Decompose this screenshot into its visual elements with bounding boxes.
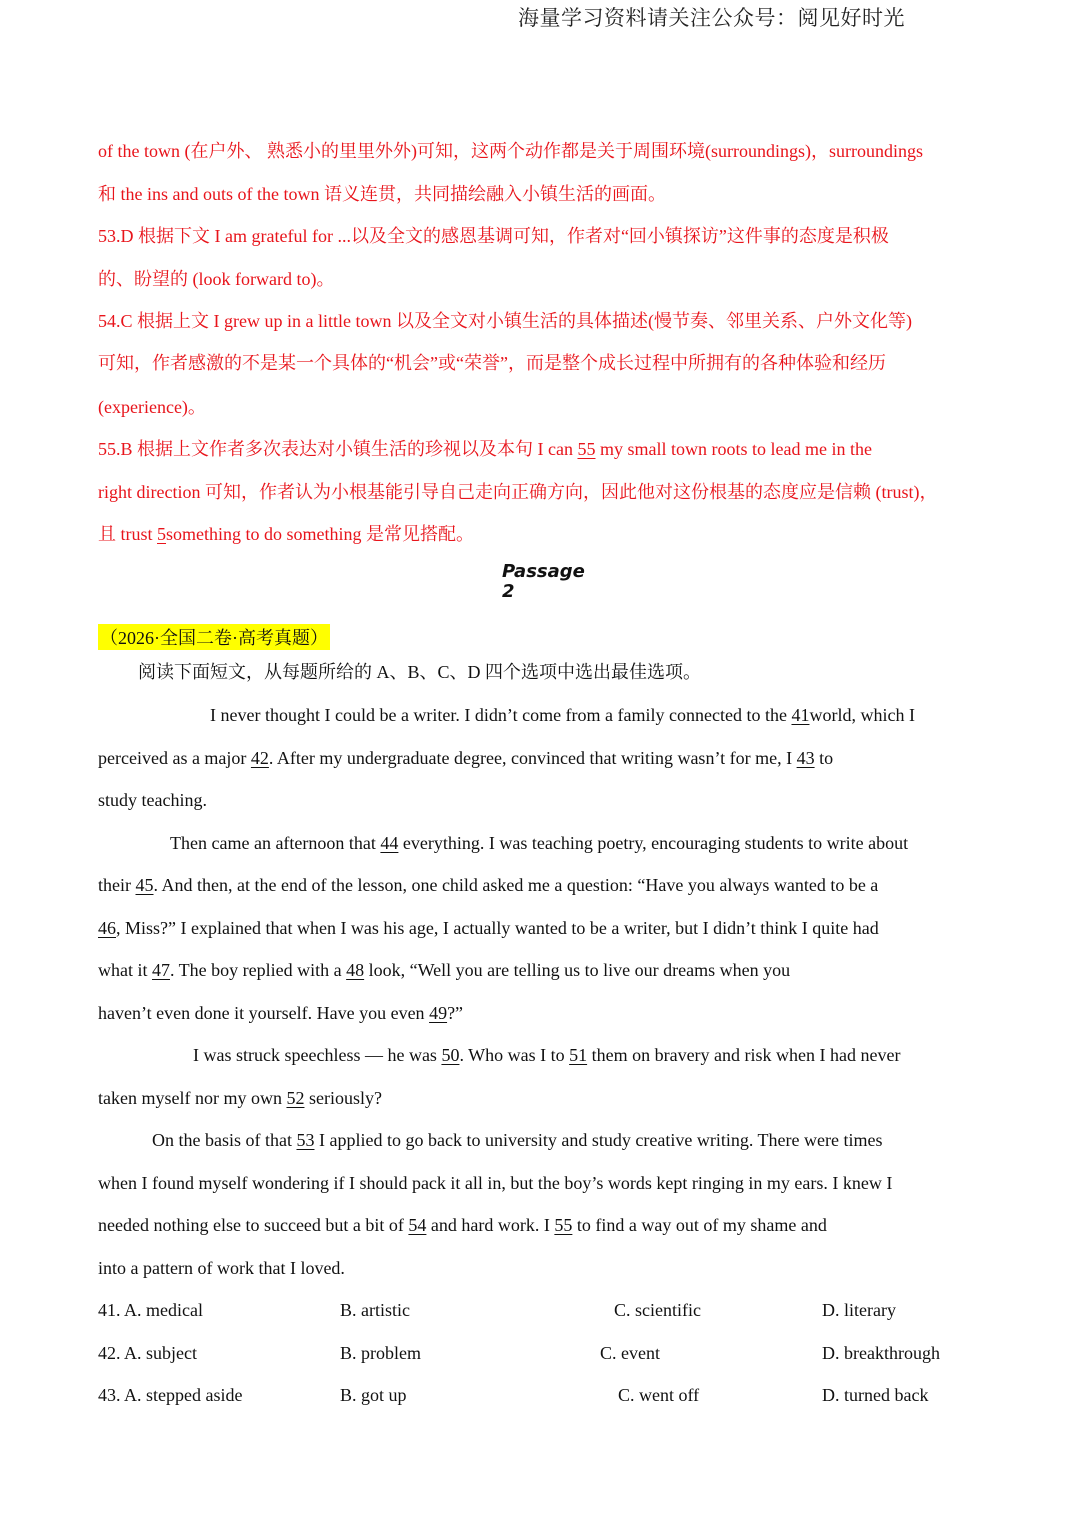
blank-number: 5 [157,524,167,544]
blank-47: 47 [152,960,170,980]
blank-54: 54 [408,1215,427,1235]
explanation-line: 55.B 根据上文作者多次表达对小镇生活的珍视以及本句 I can 55 my small town roots to lead me in the [98,439,872,459]
question-43-option-d: D. turned back [822,1385,929,1405]
blank-49: 49 [429,1003,448,1023]
passage-line: I was struck speechless — he was 50. Who was I to 51 them on bravery and risk when I had never [193,1045,901,1065]
explanation-line: 和 the ins and outs of the town 语义连贯，共同描绘融入小镇生活的画面。 [98,184,666,204]
question-42-option-b: B. problem [340,1343,421,1363]
passage-line: perceived as a major 42. After my undergraduate degree, convinced that writing wasn’t for me, I 43 to [98,748,834,768]
passage-line: into a pattern of work that I loved. [98,1258,345,1278]
blank-number: 55 [577,439,596,459]
blank-42: 42 [250,748,269,768]
question-42-option-c: C. event [600,1343,660,1363]
blank-48: 48 [346,960,365,980]
passage-line: 46, Miss?” I explained that when I was his age, I actually wanted to be a writer, but I didn’t think I quite had [98,918,879,938]
blank-44: 44 [380,833,399,853]
question-43-option-b: B. got up [340,1385,407,1405]
passage-line: haven’t even done it yourself. Have you even 49?” [98,1003,464,1023]
instruction: 阅读下面短文，从每题所给的 A、B、C、D 四个选项中选出最佳选项。 [138,662,702,682]
page-header-notice: 海量学习资料请关注公众号：阅见好时光 [518,6,905,30]
blank-41: 41 [791,705,810,725]
explanation-line: right direction 可知，作者认为小根基能引导自己走向正确方向，因此他对这份根基的态度应是信赖 (trust)， [98,482,938,502]
blank-43: 43 [796,748,815,768]
blank-51: 51 [569,1045,588,1065]
explanation-line: 54.C 根据上文 I grew up in a little town 以及全文对小镇生活的具体描述(慢节奏、邻里关系、户外文化等) [98,311,912,331]
passage-heading [502,561,585,602]
explanation-line: 的、盼望的 (look forward to)。 [98,269,335,289]
source-tag: （2026·全国二卷·高考真题） [98,624,330,650]
passage-line: taken myself nor my own 52 seriously? [98,1088,382,1108]
explanation-line: 且 trust 5something to do something 是常见搭配。 [98,524,475,544]
passage-line: when I found myself wondering if I should pack it all in, but the boy’s words kept ringing in my ears. I knew I [98,1173,893,1193]
blank-46: 46 [98,918,116,938]
blank-53: 53 [296,1130,315,1150]
question-41-option-a: 41. A. medical [98,1300,203,1320]
explanation-line: of the town (在户外、 熟悉小的里里外外)可知，这两个动作都是关于周围环境(surroundings)，surroundings [98,141,923,161]
blank-55: 55 [554,1215,573,1235]
question-42-option-a: 42. A. subject [98,1343,197,1363]
passage-line: what it 47. The boy replied with a 48 look, “Well you are telling us to live our dreams when you [98,960,791,980]
passage-line: study teaching. [98,790,207,810]
question-41-option-d: D. literary [822,1300,896,1320]
explanation-line: (experience)。 [98,397,206,417]
passage-line: their 45. And then, at the end of the lesson, one child asked me a question: “Have you always wanted to be a [98,875,879,895]
passage-line: I never thought I could be a writer. I didn’t come from a family connected to the 41world, which I [210,705,915,725]
passage-line: On the basis of that 53 I applied to go back to university and study creative writing. There were times [152,1130,883,1150]
question-41-option-b: B. artistic [340,1300,410,1320]
question-43-option-a: 43. A. stepped aside [98,1385,243,1405]
passage-line: Then came an afternoon that 44 everything. I was teaching poetry, encouraging students to write about [170,833,909,853]
explanation-line: 可知，作者感激的不是某一个具体的“机会”或“荣誉”，而是整个成长过程中所拥有的各种体验和经历 [98,353,886,373]
question-43-option-c: C. went off [618,1385,700,1405]
passage-line: needed nothing else to succeed but a bit of 54 and hard work. I 55 to find a way out of my shame and [98,1215,827,1235]
passage-title: Passage [502,561,585,582]
blank-50: 50 [441,1045,460,1065]
passage-number: 2 [502,581,515,602]
blank-45: 45 [135,875,154,895]
question-42-option-d: D. breakthrough [822,1343,940,1363]
explanation-line: 53.D 根据下文 I am grateful for ...以及全文的感恩基调可知，作者对“回小镇探访”这件事的态度是积极 [98,226,889,246]
question-41-option-c: C. scientific [614,1300,701,1320]
blank-52: 52 [286,1088,305,1108]
